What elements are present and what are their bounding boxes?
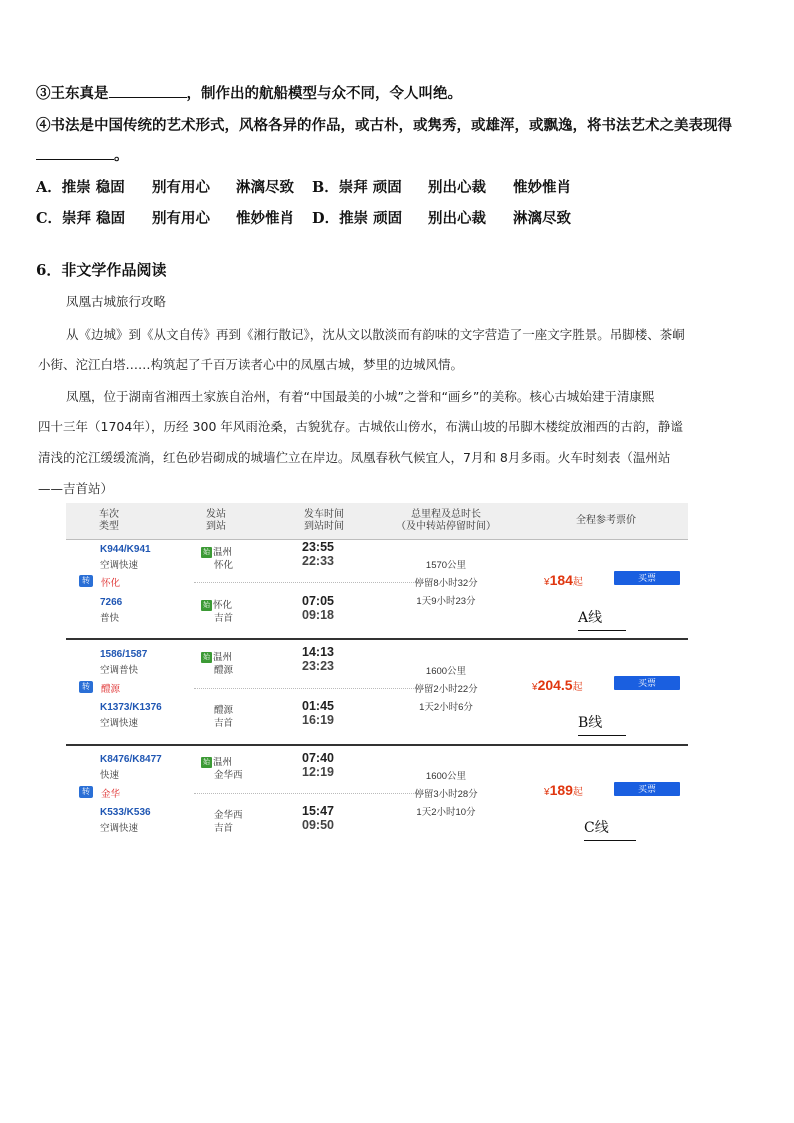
option-a-idiom-2: 淋漓尽致 [236,179,294,196]
question-3 [36,82,462,103]
question-4-suffix: 。 [114,147,129,164]
departure-time: 07:40 [302,751,334,765]
option-d-idiom-1: 别出心裁 [428,210,486,227]
from-station: 始 温州 [203,652,233,663]
start-badge: 始 [203,601,210,609]
question-3-suffix: ，制作出的航船模型与众不同，令人叫绝。 [186,85,462,102]
route-label: B线 [578,712,602,732]
header-distance: 总里程及总时长 （及中转站停留时间） [396,509,496,532]
transfer-station: 醴源 [101,684,121,695]
option-c-words: C．崇拜 稳固 [36,210,126,227]
transfer-badge: 转 [79,786,93,798]
section-divider [66,744,688,746]
train-type: 空调快速 [100,560,139,571]
header-time: 发车时间 到站时间 [304,509,344,532]
departure-time: 07:05 [302,594,334,608]
section-divider [66,638,688,640]
arrival-time: 12:19 [302,765,334,779]
answer-blank [36,147,114,160]
to-station: 怀化 [214,560,234,571]
arrival-time: 23:23 [302,659,334,673]
to-station: 金华西 [214,770,243,781]
total-duration: 1天9小时23分 [416,596,476,607]
option-a-idiom-1: 别有用心 [152,179,210,196]
from-station: 始 温州 [203,547,233,558]
paragraph-1-line-1: 从《边城》到《从文自传》再到《湘行散记》，沈从文以散淡而有韵味的文字营造了一座文字胜景。吊脚楼、茶峒 [66,327,685,342]
train-number: K533/K536 [100,807,151,818]
train-type: 空调快速 [100,718,139,729]
option-b-words: B．崇拜 顽固 [312,179,402,196]
total-duration: 1天2小时6分 [419,702,473,713]
train-number: K1373/K1376 [100,702,162,713]
train-type: 空调快速 [100,823,139,834]
to-station: 吉首 [214,718,234,729]
question-4-continuation [36,144,129,165]
option-b-idiom-1: 别出心裁 [428,179,486,196]
departure-time: 23:55 [302,540,334,554]
start-badge: 始 [203,548,210,556]
train-type: 空调普快 [100,665,139,676]
buy-ticket-button[interactable]: 买票 [614,782,680,796]
question-3-prefix: ③王东真是 [36,85,109,102]
train-type: 快速 [100,770,120,781]
transfer-station: 金华 [101,789,121,800]
buy-ticket-button[interactable]: 买票 [614,676,680,690]
to-station: 吉首 [214,823,234,834]
stopover-time: 停留2小时22分 [414,684,478,695]
transfer-badge: 转 [79,681,93,693]
from-station: 始 温州 [203,757,233,768]
to-station: 吉首 [214,613,234,624]
paragraph-2-line-4: ——吉首站） [38,481,114,496]
train-number: 1586/1587 [100,649,148,660]
from-station: 醴源 [214,705,234,716]
ticket-price: ¥189起 [544,782,583,798]
option-c-idiom-1: 别有用心 [152,210,210,227]
option-c-idiom-2: 惟妙惟肖 [236,210,294,227]
route-label: C线 [584,817,609,837]
article-title: 凤凰古城旅行攻略 [66,294,167,309]
stopover-time: 停留3小时28分 [414,789,478,800]
train-type: 普快 [100,613,120,624]
buy-ticket-button[interactable]: 买票 [614,571,680,585]
paragraph-1-line-2: 小街、沱江白塔……构筑起了千百万读者心中的凤凰古城，梦里的边城风情。 [38,357,464,372]
to-station: 醴源 [214,665,234,676]
total-distance: 1600公里 [425,771,467,782]
total-distance: 1600公里 [425,666,467,677]
option-a-words: A．推崇 稳固 [36,179,125,196]
option-b-idiom-2: 惟妙惟肖 [513,179,571,196]
transfer-station: 怀化 [101,578,121,589]
train-number: 7266 [100,597,123,608]
ticket-price: ¥184起 [544,572,583,588]
from-station: 金华西 [214,810,243,821]
option-d-idiom-2: 淋漓尽致 [513,210,571,227]
arrival-time: 09:18 [302,608,334,622]
departure-time: 15:47 [302,804,334,818]
paragraph-2-line-2: 四十三年（1704年），历经 300 年风雨沧桑，古貌犹存。古城依山傍水，布满山坡的吊脚木楼绽放湘西的古韵，静谧 [38,419,683,434]
paragraph-2-line-1: 凤凰，位于湖南省湘西土家族自治州，有着“中国最美的小城”之誉和“画乡”的美称。核心古城始建于清康熙 [66,389,655,404]
answer-blank [109,85,187,98]
option-d-words: D．推崇 顽固 [312,210,403,227]
from-station: 始 怀化 [203,600,233,611]
timetable-header [66,503,688,540]
transfer-badge: 转 [79,575,93,587]
stopover-time: 停留8小时32分 [414,578,478,589]
header-price: 全程参考票价 [576,515,636,526]
header-train: 车次 类型 [99,509,119,532]
train-number: K944/K941 [100,544,151,555]
header-station: 发站 到站 [206,509,226,532]
section-heading: 6．非文学作品阅读 [36,261,167,279]
ticket-price: ¥204.5起 [532,677,583,693]
departure-time: 01:45 [302,699,334,713]
question-4: ④书法是中国传统的艺术形式，风格各异的作品，或古朴，或隽秀，或雄浑，或飘逸，将书法艺术之美表现得 [36,117,732,134]
arrival-time: 16:19 [302,713,334,727]
arrival-time: 09:50 [302,818,334,832]
total-distance: 1570公里 [425,560,467,571]
route-label: A线 [578,607,602,627]
train-number: K8476/K8477 [100,754,162,765]
paragraph-2-line-3: 清浅的沱江缓缓流淌，红色砂岩砌成的城墙伫立在岸边。凤凰春秋气候宜人，7月和 8月多雨。火车时刻表（温州站 [38,450,671,465]
start-badge: 始 [203,758,210,766]
train-timetable [66,503,688,843]
departure-time: 14:13 [302,645,334,659]
arrival-time: 22:33 [302,554,334,568]
total-duration: 1天2小时10分 [416,807,476,818]
start-badge: 始 [203,653,210,661]
